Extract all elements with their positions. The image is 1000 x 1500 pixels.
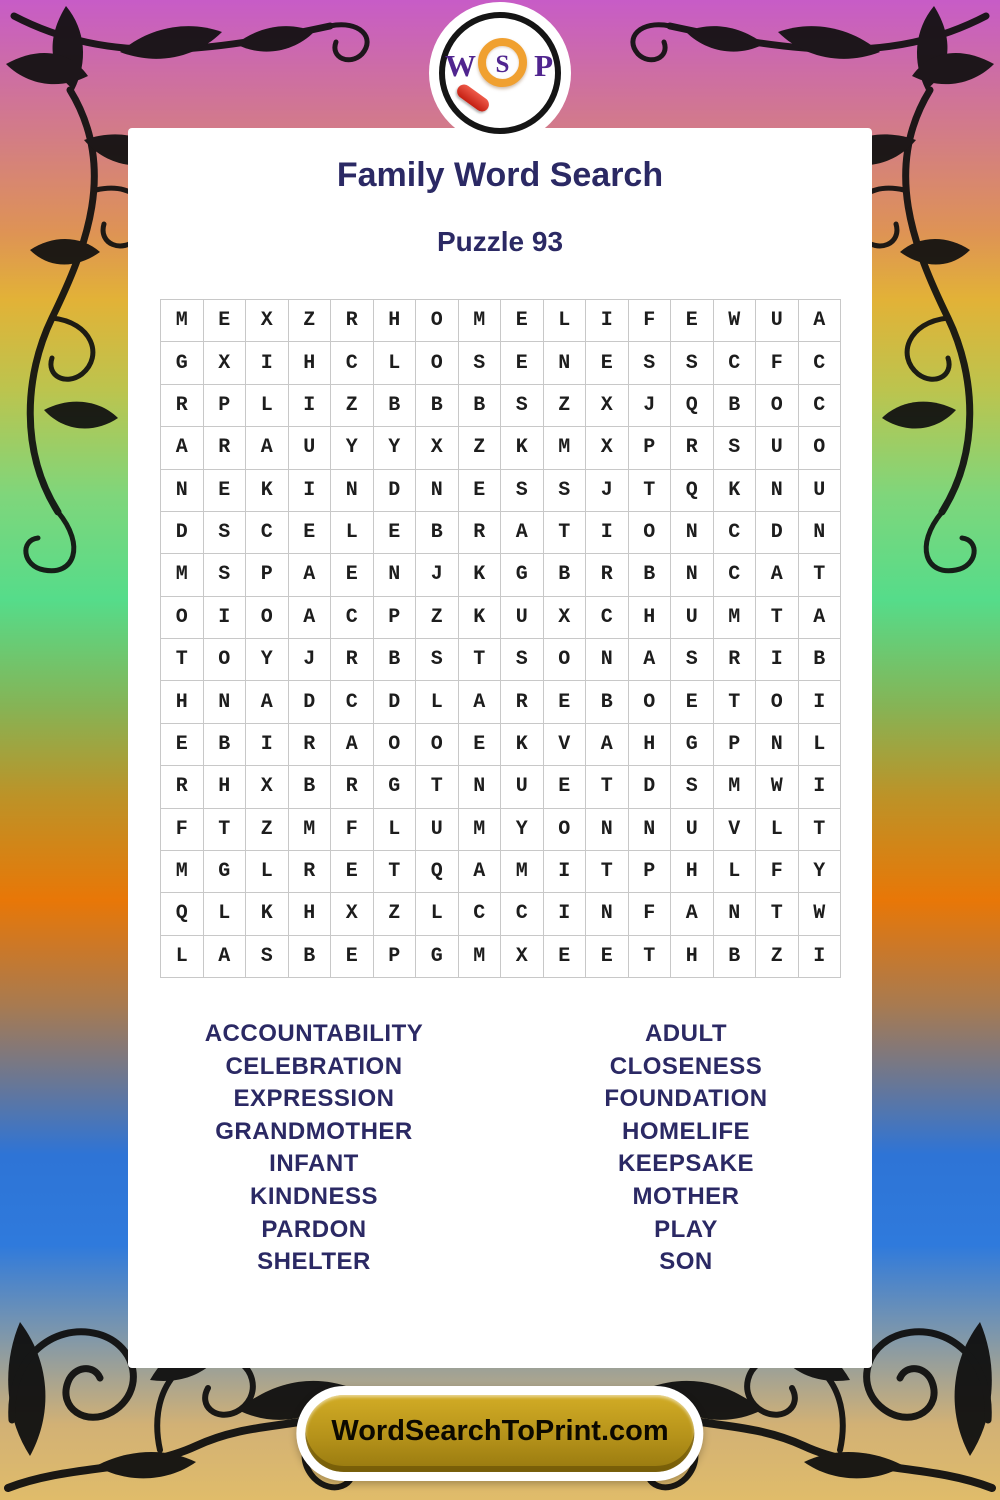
grid-cell: F — [756, 851, 799, 893]
grid-cell: U — [756, 300, 799, 342]
grid-cell: T — [629, 470, 672, 512]
grid-cell: K — [501, 427, 544, 469]
grid-cell: R — [289, 724, 332, 766]
grid-cell: F — [756, 342, 799, 384]
grid-cell: F — [161, 809, 204, 851]
grid-cell: B — [544, 554, 587, 596]
grid-cell: Z — [246, 809, 289, 851]
grid-cell: M — [459, 936, 502, 978]
word-list-item: CELEBRATION — [225, 1052, 403, 1080]
grid-cell: A — [586, 724, 629, 766]
grid-cell: C — [799, 342, 842, 384]
grid-cell: B — [714, 385, 757, 427]
grid-cell: U — [416, 809, 459, 851]
grid-cell: M — [714, 597, 757, 639]
grid-cell: S — [671, 766, 714, 808]
grid-cell: R — [289, 851, 332, 893]
grid-cell: L — [374, 809, 417, 851]
grid-cell: X — [204, 342, 247, 384]
grid-cell: Z — [374, 893, 417, 935]
grid-cell: E — [459, 724, 502, 766]
grid-cell: N — [586, 639, 629, 681]
grid-cell: N — [671, 512, 714, 554]
grid-cell: E — [501, 342, 544, 384]
grid-cell: B — [459, 385, 502, 427]
puzzle-title: Family Word Search — [336, 156, 664, 194]
word-list-item: ADULT — [644, 1020, 728, 1047]
grid-cell: N — [204, 681, 247, 723]
grid-cell: Z — [289, 300, 332, 342]
grid-cell: H — [289, 342, 332, 384]
logo-outer-circle — [429, 2, 571, 144]
grid-cell: S — [544, 470, 587, 512]
grid-cell: N — [416, 470, 459, 512]
grid-cell: P — [246, 554, 289, 596]
grid-cell: O — [629, 681, 672, 723]
grid-cell: K — [714, 470, 757, 512]
grid-cell: B — [416, 512, 459, 554]
grid-cell: N — [714, 893, 757, 935]
grid-cell: K — [459, 554, 502, 596]
grid-cell: X — [501, 936, 544, 978]
site-logo — [429, 2, 571, 144]
grid-cell: S — [671, 639, 714, 681]
grid-cell: Q — [416, 851, 459, 893]
grid-cell: X — [544, 597, 587, 639]
grid-cell: H — [204, 766, 247, 808]
grid-cell: L — [331, 512, 374, 554]
word-list-item: KINDNESS — [249, 1182, 379, 1210]
grid-cell: B — [714, 936, 757, 978]
grid-cell: G — [161, 342, 204, 384]
grid-cell: J — [416, 554, 459, 596]
grid-cell: L — [544, 300, 587, 342]
word-list-left-column — [128, 1018, 500, 1279]
grid-cell: E — [586, 342, 629, 384]
grid-cell: P — [374, 936, 417, 978]
grid-cell: R — [586, 554, 629, 596]
grid-cell: R — [204, 427, 247, 469]
grid-cell: T — [714, 681, 757, 723]
grid-cell: E — [501, 300, 544, 342]
word-list-item: SON — [659, 1248, 713, 1276]
grid-cell: A — [756, 554, 799, 596]
word-list-right-column — [500, 1018, 872, 1279]
grid-cell: C — [714, 512, 757, 554]
grid-cell: S — [501, 470, 544, 512]
grid-cell: I — [799, 766, 842, 808]
grid-cell: J — [629, 385, 672, 427]
logo-letter-w: W — [445, 48, 476, 83]
grid-cell: C — [331, 681, 374, 723]
grid-cell: K — [501, 724, 544, 766]
grid-cell: E — [374, 512, 417, 554]
grid-cell: I — [289, 470, 332, 512]
word-list-item: PARDON — [261, 1215, 367, 1243]
grid-cell: E — [459, 470, 502, 512]
grid-cell: O — [544, 639, 587, 681]
grid-cell: E — [289, 512, 332, 554]
grid-cell: T — [756, 597, 799, 639]
website-label: WordSearchToPrint.com — [331, 1415, 669, 1447]
grid-cell: H — [629, 597, 672, 639]
grid-cell: X — [331, 893, 374, 935]
grid-cell: T — [799, 554, 842, 596]
grid-cell: W — [799, 893, 842, 935]
grid-cell: U — [289, 427, 332, 469]
grid-cell: T — [586, 766, 629, 808]
grid-cell: E — [544, 936, 587, 978]
grid-cell: A — [501, 512, 544, 554]
grid-cell: L — [756, 809, 799, 851]
grid-cell: R — [161, 766, 204, 808]
grid-cell: S — [671, 342, 714, 384]
grid-cell: M — [161, 554, 204, 596]
grid-cell: A — [799, 300, 842, 342]
grid-cell: B — [629, 554, 672, 596]
word-list-item: ACCOUNTABILITY — [204, 1020, 424, 1047]
grid-cell: G — [416, 936, 459, 978]
grid-cell: L — [416, 681, 459, 723]
grid-cell: Y — [331, 427, 374, 469]
grid-cell: A — [161, 427, 204, 469]
grid-cell: N — [459, 766, 502, 808]
grid-cell: D — [289, 681, 332, 723]
grid-cell: O — [416, 724, 459, 766]
grid-cell: H — [629, 724, 672, 766]
grid-cell: T — [756, 893, 799, 935]
grid-cell: H — [161, 681, 204, 723]
grid-cell: A — [289, 597, 332, 639]
grid-cell: B — [374, 385, 417, 427]
grid-cell: I — [586, 512, 629, 554]
grid-cell: U — [756, 427, 799, 469]
grid-cell: K — [246, 470, 289, 512]
grid-cell: N — [799, 512, 842, 554]
grid-cell: Y — [374, 427, 417, 469]
grid-cell: X — [246, 766, 289, 808]
grid-cell: A — [671, 893, 714, 935]
grid-cell: E — [204, 470, 247, 512]
word-list — [128, 1018, 872, 1279]
grid-cell: V — [544, 724, 587, 766]
grid-cell: I — [544, 893, 587, 935]
word-list-item: PLAY — [654, 1215, 718, 1243]
grid-cell: Y — [501, 809, 544, 851]
word-list-item: MOTHER — [632, 1182, 740, 1210]
grid-cell: D — [629, 766, 672, 808]
grid-cell: E — [331, 851, 374, 893]
grid-cell: S — [459, 342, 502, 384]
website-button[interactable] — [296, 1386, 703, 1481]
grid-cell: N — [586, 809, 629, 851]
grid-cell: Z — [544, 385, 587, 427]
grid-cell: N — [671, 554, 714, 596]
grid-cell: A — [459, 851, 502, 893]
grid-cell: R — [331, 766, 374, 808]
grid-cell: C — [586, 597, 629, 639]
grid-cell: T — [416, 766, 459, 808]
grid-cell: P — [374, 597, 417, 639]
grid-cell: C — [459, 893, 502, 935]
grid-cell: G — [374, 766, 417, 808]
grid-cell: H — [374, 300, 417, 342]
grid-cell: B — [204, 724, 247, 766]
grid-cell: S — [501, 639, 544, 681]
grid-cell: F — [629, 300, 672, 342]
puzzle-card — [128, 128, 872, 1368]
grid-cell: P — [204, 385, 247, 427]
grid-cell: Q — [671, 470, 714, 512]
grid-cell: T — [544, 512, 587, 554]
grid-cell: B — [374, 639, 417, 681]
grid-cell: E — [544, 681, 587, 723]
grid-cell: H — [671, 851, 714, 893]
grid-cell: P — [714, 724, 757, 766]
grid-cell: U — [671, 597, 714, 639]
grid-cell: E — [331, 554, 374, 596]
grid-cell: N — [586, 893, 629, 935]
grid-cell: L — [246, 851, 289, 893]
grid-cell: Q — [671, 385, 714, 427]
word-list-item: GRANDMOTHER — [215, 1117, 413, 1145]
grid-cell: P — [629, 427, 672, 469]
grid-cell: S — [204, 512, 247, 554]
grid-cell: J — [289, 639, 332, 681]
grid-cell: A — [799, 597, 842, 639]
grid-cell: L — [416, 893, 459, 935]
grid-cell: H — [289, 893, 332, 935]
grid-cell: N — [629, 809, 672, 851]
grid-cell: Y — [799, 851, 842, 893]
grid-cell: I — [544, 851, 587, 893]
grid-cell: E — [586, 936, 629, 978]
grid-cell: R — [501, 681, 544, 723]
grid-cell: A — [629, 639, 672, 681]
grid-cell: N — [756, 724, 799, 766]
grid-cell: E — [161, 724, 204, 766]
grid-cell: X — [416, 427, 459, 469]
grid-cell: E — [671, 681, 714, 723]
logo-letter-s: S — [495, 51, 510, 78]
grid-cell: Z — [416, 597, 459, 639]
grid-cell: M — [161, 851, 204, 893]
grid-cell: L — [204, 893, 247, 935]
grid-cell: L — [714, 851, 757, 893]
grid-cell: B — [586, 681, 629, 723]
grid-cell: W — [756, 766, 799, 808]
grid-cell: A — [459, 681, 502, 723]
word-list-item: HOMELIFE — [622, 1117, 750, 1145]
grid-cell: G — [671, 724, 714, 766]
grid-cell: M — [459, 809, 502, 851]
grid-cell: B — [799, 639, 842, 681]
grid-cell: B — [289, 936, 332, 978]
grid-cell: P — [629, 851, 672, 893]
grid-cell: I — [289, 385, 332, 427]
word-list-item: INFANT — [269, 1150, 359, 1178]
grid-cell: H — [671, 936, 714, 978]
grid-cell: M — [544, 427, 587, 469]
word-list-item: EXPRESSION — [233, 1085, 395, 1113]
grid-cell: U — [799, 470, 842, 512]
grid-cell: N — [544, 342, 587, 384]
grid-cell: M — [501, 851, 544, 893]
grid-cell: X — [586, 427, 629, 469]
grid-cell: B — [416, 385, 459, 427]
grid-cell: C — [799, 385, 842, 427]
grid-cell: M — [459, 300, 502, 342]
grid-cell: C — [714, 554, 757, 596]
grid-cell: M — [714, 766, 757, 808]
grid-cell: I — [246, 342, 289, 384]
grid-cell: D — [374, 470, 417, 512]
grid-cell: Q — [161, 893, 204, 935]
grid-cell: S — [714, 427, 757, 469]
grid-cell: U — [671, 809, 714, 851]
grid-cell: R — [714, 639, 757, 681]
grid-cell: K — [459, 597, 502, 639]
grid-cell: T — [374, 851, 417, 893]
grid-cell: L — [246, 385, 289, 427]
grid-cell: N — [331, 470, 374, 512]
grid-cell: S — [501, 385, 544, 427]
word-list-item: KEEPSAKE — [617, 1150, 755, 1178]
grid-cell: O — [416, 300, 459, 342]
grid-cell: I — [799, 936, 842, 978]
grid-cell: R — [331, 639, 374, 681]
grid-cell: C — [331, 597, 374, 639]
grid-cell: J — [586, 470, 629, 512]
grid-cell: A — [246, 681, 289, 723]
grid-cell: A — [331, 724, 374, 766]
grid-cell: A — [289, 554, 332, 596]
grid-cell: E — [331, 936, 374, 978]
grid-cell: E — [204, 300, 247, 342]
grid-cell: R — [331, 300, 374, 342]
grid-cell: E — [544, 766, 587, 808]
grid-cell: I — [799, 681, 842, 723]
grid-cell: Y — [246, 639, 289, 681]
grid-cell: T — [204, 809, 247, 851]
word-list-item: CLOSENESS — [609, 1052, 763, 1080]
grid-cell: L — [374, 342, 417, 384]
grid-cell: O — [799, 427, 842, 469]
grid-cell: T — [799, 809, 842, 851]
grid-cell: X — [246, 300, 289, 342]
grid-cell: F — [331, 809, 374, 851]
grid-cell: G — [204, 851, 247, 893]
grid-cell: T — [161, 639, 204, 681]
magnifier-icon — [478, 38, 527, 87]
grid-cell: C — [714, 342, 757, 384]
grid-cell: O — [246, 597, 289, 639]
grid-cell: S — [416, 639, 459, 681]
grid-cell: S — [629, 342, 672, 384]
grid-cell: O — [374, 724, 417, 766]
grid-cell: S — [204, 554, 247, 596]
grid-cell: O — [161, 597, 204, 639]
grid-cell: N — [161, 470, 204, 512]
grid-cell: A — [246, 427, 289, 469]
grid-cell: U — [501, 766, 544, 808]
grid-cell: O — [416, 342, 459, 384]
grid-cell: C — [331, 342, 374, 384]
word-list-item: SHELTER — [257, 1248, 371, 1276]
grid-cell: W — [714, 300, 757, 342]
grid-cell: D — [374, 681, 417, 723]
grid-cell: K — [246, 893, 289, 935]
grid-cell: R — [161, 385, 204, 427]
grid-cell: O — [629, 512, 672, 554]
grid-cell: G — [501, 554, 544, 596]
grid-cell: I — [204, 597, 247, 639]
grid-cell: X — [586, 385, 629, 427]
grid-cell: T — [459, 639, 502, 681]
grid-cell: T — [586, 851, 629, 893]
grid-cell: I — [756, 639, 799, 681]
grid-cell: U — [501, 597, 544, 639]
grid-cell: D — [756, 512, 799, 554]
grid-cell: S — [246, 936, 289, 978]
grid-cell: Z — [756, 936, 799, 978]
grid-cell: I — [246, 724, 289, 766]
grid-cell: E — [671, 300, 714, 342]
grid-cell: L — [161, 936, 204, 978]
grid-cell: T — [629, 936, 672, 978]
grid-cell: F — [629, 893, 672, 935]
grid-cell: C — [501, 893, 544, 935]
grid-cell: I — [586, 300, 629, 342]
grid-cell: A — [204, 936, 247, 978]
grid-cell: Z — [459, 427, 502, 469]
website-button-inner — [305, 1395, 694, 1472]
grid-cell: N — [374, 554, 417, 596]
grid-cell: M — [289, 809, 332, 851]
word-search-grid — [160, 299, 841, 978]
grid-cell: V — [714, 809, 757, 851]
grid-cell: D — [161, 512, 204, 554]
grid-cell: R — [459, 512, 502, 554]
grid-cell: O — [544, 809, 587, 851]
word-list-item: FOUNDATION — [604, 1085, 768, 1113]
grid-cell: Z — [331, 385, 374, 427]
grid-cell: L — [799, 724, 842, 766]
grid-cell: O — [204, 639, 247, 681]
grid-cell: O — [756, 385, 799, 427]
grid-cell: B — [289, 766, 332, 808]
grid-cell: N — [756, 470, 799, 512]
grid-cell: C — [246, 512, 289, 554]
puzzle-number: Puzzle 93 — [436, 226, 564, 257]
grid-cell: M — [161, 300, 204, 342]
logo-letter-p: P — [534, 48, 553, 83]
grid-cell: O — [756, 681, 799, 723]
grid-cell: R — [671, 427, 714, 469]
